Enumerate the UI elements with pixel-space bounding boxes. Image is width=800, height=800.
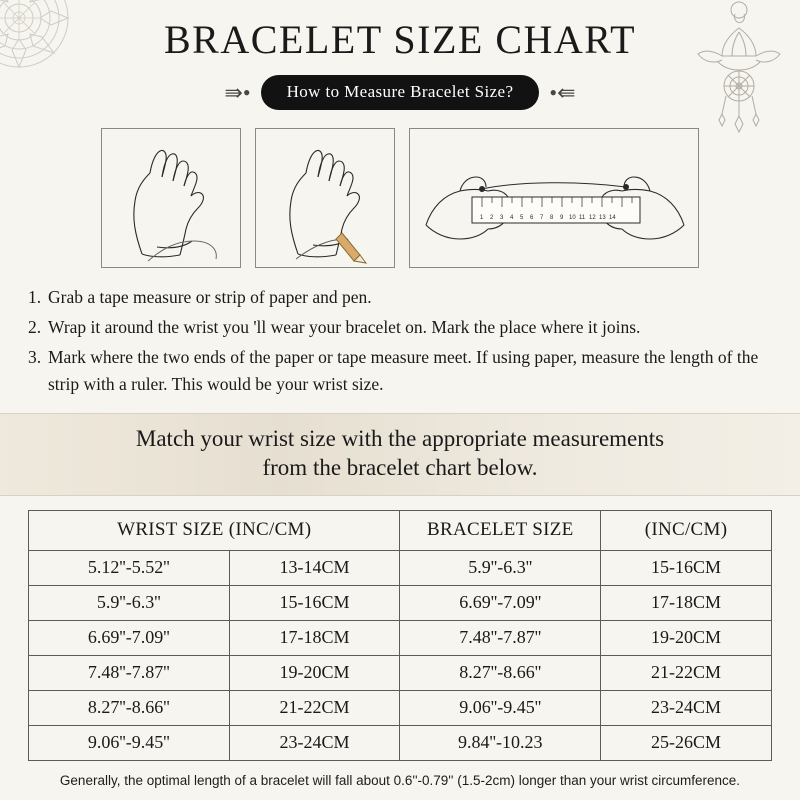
cell-wrist-inch: 8.27''-8.66'' xyxy=(29,691,230,726)
table-row xyxy=(29,656,772,691)
cell-bracelet-cm: 21-22CM xyxy=(601,656,772,691)
cell-wrist-cm: 17-18CM xyxy=(229,621,400,656)
table-row xyxy=(29,621,772,656)
cell-bracelet-cm: 17-18CM xyxy=(601,586,772,621)
cell-bracelet-inch: 9.84''-10.23 xyxy=(400,726,601,761)
header-bracelet-units: (INC/CM) xyxy=(601,511,772,551)
svg-text:5: 5 xyxy=(520,215,524,221)
cell-bracelet-cm: 23-24CM xyxy=(601,691,772,726)
svg-text:1: 1 xyxy=(480,215,484,221)
cell-wrist-inch: 9.06''-9.45'' xyxy=(29,726,230,761)
table-row xyxy=(29,586,772,621)
illustration-row xyxy=(0,128,800,268)
size-table xyxy=(28,510,772,761)
header-bracelet-size: BRACELET SIZE xyxy=(400,511,601,551)
svg-text:14: 14 xyxy=(609,215,616,221)
cell-wrist-cm: 23-24CM xyxy=(229,726,400,761)
cell-wrist-cm: 15-16CM xyxy=(229,586,400,621)
step-text: Grab a tape measure or strip of paper and pen. xyxy=(48,287,372,307)
cell-bracelet-inch: 5.9''-6.3'' xyxy=(400,551,601,586)
svg-text:6: 6 xyxy=(530,215,534,221)
cell-wrist-inch: 6.69''-7.09'' xyxy=(29,621,230,656)
table-header-row xyxy=(29,511,772,551)
svg-text:3: 3 xyxy=(500,215,504,221)
svg-text:9: 9 xyxy=(560,215,564,221)
svg-text:2: 2 xyxy=(490,215,494,221)
cell-wrist-inch: 7.48''-7.87'' xyxy=(29,656,230,691)
header-wrist-size: WRIST SIZE (INC/CM) xyxy=(29,511,400,551)
cell-wrist-cm: 13-14CM xyxy=(229,551,400,586)
cell-bracelet-cm: 19-20CM xyxy=(601,621,772,656)
svg-text:11: 11 xyxy=(579,215,586,221)
step-number: 2. xyxy=(28,317,42,338)
svg-text:10: 10 xyxy=(569,215,576,221)
band-line-1: Match your wrist size with the appropriate measurements xyxy=(135,425,665,451)
page-title: BRACELET SIZE CHART xyxy=(163,17,637,62)
cell-wrist-cm: 21-22CM xyxy=(229,691,400,726)
cell-bracelet-inch: 8.27''-8.66'' xyxy=(400,656,601,691)
hands-measuring-with-ruler-illustration xyxy=(409,128,699,268)
table-row xyxy=(29,726,772,761)
match-instruction-band xyxy=(0,413,800,497)
table-row xyxy=(29,691,772,726)
svg-text:8: 8 xyxy=(550,215,554,221)
hand-with-paper-strip-illustration xyxy=(255,128,395,268)
cell-bracelet-cm: 25-26CM xyxy=(601,726,772,761)
svg-text:12: 12 xyxy=(589,215,596,221)
step-number: 3. xyxy=(28,347,42,368)
svg-text:7: 7 xyxy=(540,215,544,221)
instruction-step xyxy=(28,344,772,398)
step-text: Mark where the two ends of the paper or tape measure meet. If using paper, measure the length of the strip with a ruler. This would be your wrist size. xyxy=(48,347,759,395)
instruction-steps xyxy=(28,284,772,399)
step-text: Wrap it around the wrist you 'll wear your bracelet on. Mark the place where it joins. xyxy=(48,317,641,338)
cell-wrist-inch: 5.12''-5.52'' xyxy=(29,551,230,586)
instruction-step xyxy=(28,314,772,341)
svg-text:13: 13 xyxy=(599,215,606,221)
instruction-step xyxy=(28,284,772,311)
svg-text:4: 4 xyxy=(510,215,514,221)
step-number: 1. xyxy=(28,287,42,307)
cell-bracelet-inch: 6.69''-7.09'' xyxy=(400,586,601,621)
cell-bracelet-inch: 9.06''-9.45'' xyxy=(400,691,601,726)
right-flourish-icon: •⇚ xyxy=(549,79,576,105)
cell-bracelet-inch: 7.48''-7.87'' xyxy=(400,621,601,656)
table-row xyxy=(29,551,772,586)
band-line-2: from the bracelet chart below. xyxy=(262,455,538,481)
footnote-text: Generally, the optimal length of a bracelet will fall about 0.6''-0.79'' (1.5-2cm) longer than your wrist circumference. xyxy=(59,773,741,789)
cell-wrist-inch: 5.9''-6.3'' xyxy=(29,586,230,621)
left-flourish-icon: ⇛• xyxy=(224,79,251,105)
cell-wrist-cm: 19-20CM xyxy=(229,656,400,691)
cell-bracelet-cm: 15-16CM xyxy=(601,551,772,586)
hand-with-tape-illustration xyxy=(101,128,241,268)
subtitle-row xyxy=(0,75,800,110)
size-table-wrapper xyxy=(28,510,772,761)
subtitle-badge: How to Measure Bracelet Size? xyxy=(261,75,540,110)
